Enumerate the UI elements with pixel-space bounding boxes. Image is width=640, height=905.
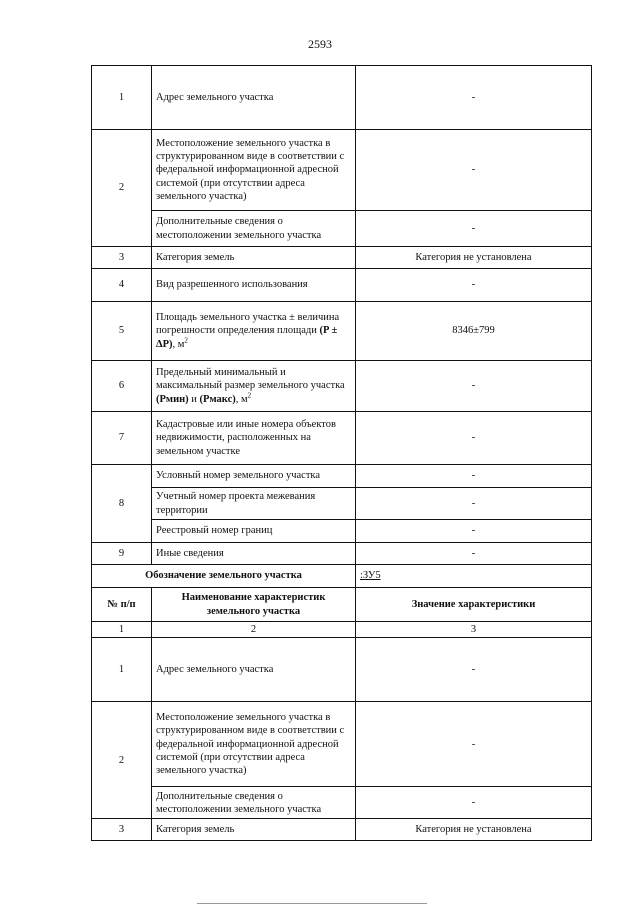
characteristic-value: - bbox=[356, 520, 592, 543]
characteristic-name: Кадастровые или иные номера объектов недвижимости, расположенных на земельном участке bbox=[152, 412, 356, 465]
characteristic-value: Категория не установлена bbox=[356, 247, 592, 269]
conjunction-text: и bbox=[188, 393, 200, 405]
designation-row bbox=[92, 565, 592, 588]
land-plot-characteristics-table bbox=[91, 65, 592, 841]
characteristic-value: - bbox=[356, 412, 592, 465]
unit-text: , м bbox=[235, 393, 248, 405]
row-number: 4 bbox=[92, 269, 152, 302]
table-row bbox=[92, 787, 592, 819]
characteristic-value: - bbox=[356, 488, 592, 520]
characteristic-name: Категория земель bbox=[152, 819, 356, 841]
row-number: 2 bbox=[92, 130, 152, 247]
unit-power: 2 bbox=[184, 336, 188, 345]
table-row bbox=[92, 302, 592, 361]
designation-code: :ЗУ5 bbox=[356, 565, 592, 588]
table-row bbox=[92, 412, 592, 465]
name-text: Предельный минимальный и максимальный размер земельного участка bbox=[156, 367, 345, 392]
row-number: 2 bbox=[92, 702, 152, 819]
characteristic-name: Реестровый номер границ bbox=[152, 520, 356, 543]
characteristic-value: - bbox=[356, 269, 592, 302]
column-index-row bbox=[92, 622, 592, 638]
table-row bbox=[92, 702, 592, 787]
row-number: 5 bbox=[92, 302, 152, 361]
row-number: 3 bbox=[92, 247, 152, 269]
characteristic-name: Местоположение земельного участка в структурированном виде в соответствии с федеральной информационной адресной системой (при отсутствии адреса земельного участка) bbox=[152, 702, 356, 787]
characteristic-name: Вид разрешенного использования bbox=[152, 269, 356, 302]
characteristic-name bbox=[152, 361, 356, 412]
unit-power: 2 bbox=[247, 391, 252, 400]
table-row bbox=[92, 465, 592, 488]
header-characteristic-value: Значение характеристики bbox=[356, 588, 592, 622]
characteristic-name: Дополнительные сведения о местоположении земельного участка bbox=[152, 211, 356, 247]
characteristic-name: Местоположение земельного участка в структурированном виде в соответствии с федеральной информационной адресной системой (при отсутствии адреса земельного участка) bbox=[152, 130, 356, 211]
table-row bbox=[92, 269, 592, 302]
row-number: 7 bbox=[92, 412, 152, 465]
characteristic-name bbox=[152, 302, 356, 361]
designation-label: Обозначение земельного участка bbox=[92, 565, 356, 588]
characteristic-value: Категория не установлена bbox=[356, 819, 592, 841]
table-row bbox=[92, 130, 592, 211]
row-number: 3 bbox=[92, 819, 152, 841]
table-row bbox=[92, 211, 592, 247]
column-index: 3 bbox=[356, 622, 592, 638]
table-header-row bbox=[92, 588, 592, 622]
characteristic-value: - bbox=[356, 787, 592, 819]
row-number: 1 bbox=[92, 66, 152, 130]
row-number: 1 bbox=[92, 638, 152, 702]
characteristic-name: Иные сведения bbox=[152, 543, 356, 565]
characteristic-name: Условный номер земельного участка bbox=[152, 465, 356, 488]
table-row bbox=[92, 488, 592, 520]
characteristic-value: - bbox=[356, 66, 592, 130]
table-row bbox=[92, 247, 592, 269]
characteristic-name: Дополнительные сведения о местоположении земельного участка bbox=[152, 787, 356, 819]
row-number: 8 bbox=[92, 465, 152, 543]
unit-text: , м bbox=[172, 338, 185, 350]
formula-symbol-max: (Рмакс) bbox=[199, 393, 236, 405]
column-index: 2 bbox=[152, 622, 356, 638]
formula-symbol: (P ± ΔP) bbox=[156, 325, 338, 350]
table-row bbox=[92, 638, 592, 702]
formula-symbol-min: (Рмин) bbox=[156, 393, 189, 405]
column-index: 1 bbox=[92, 622, 152, 638]
scan-artifact-line bbox=[197, 903, 427, 904]
characteristic-value: - bbox=[356, 465, 592, 488]
characteristic-value: - bbox=[356, 638, 592, 702]
characteristic-name: Учетный номер проекта межевания территории bbox=[152, 488, 356, 520]
characteristic-value: - bbox=[356, 361, 592, 412]
characteristic-value: - bbox=[356, 130, 592, 211]
characteristic-value: 8346±799 bbox=[356, 302, 592, 361]
characteristic-value: - bbox=[356, 702, 592, 787]
header-number: № п/п bbox=[92, 588, 152, 622]
table-row bbox=[92, 819, 592, 841]
characteristic-name: Адрес земельного участка bbox=[152, 66, 356, 130]
characteristic-value: - bbox=[356, 543, 592, 565]
table-row bbox=[92, 361, 592, 412]
header-characteristic-name: Наименование характеристик земельного участка bbox=[152, 588, 356, 622]
characteristic-value: - bbox=[356, 211, 592, 247]
characteristic-name: Адрес земельного участка bbox=[152, 638, 356, 702]
row-number: 6 bbox=[92, 361, 152, 412]
table-row bbox=[92, 543, 592, 565]
row-number: 9 bbox=[92, 543, 152, 565]
characteristic-name: Категория земель bbox=[152, 247, 356, 269]
table-row bbox=[92, 66, 592, 130]
page-number: 2593 bbox=[308, 37, 332, 51]
name-text: Площадь земельного участка ± величина погрешности определения площади bbox=[156, 312, 340, 337]
table-row bbox=[92, 520, 592, 543]
